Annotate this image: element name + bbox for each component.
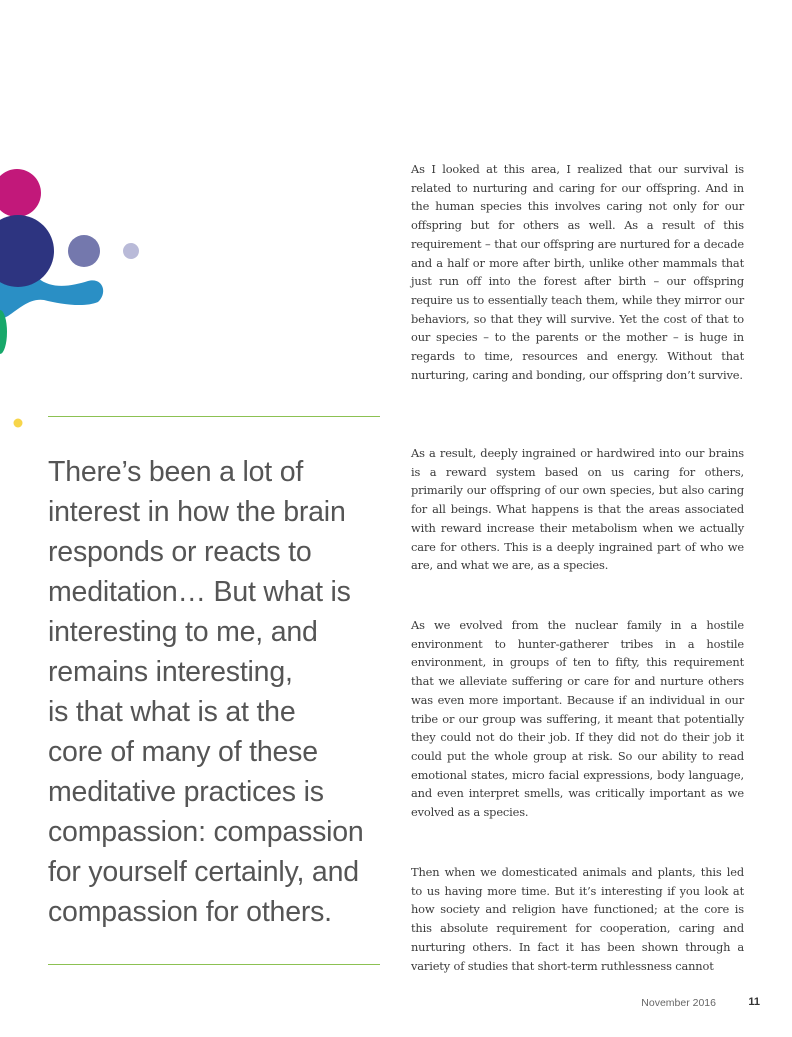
pull-quote-line: responds or reacts to [48, 536, 312, 568]
pull-quote-line: for yourself certainly, and [48, 856, 359, 888]
pull-quote-bottom-rule [48, 964, 380, 965]
yellow-dot [14, 419, 23, 428]
body-paragraph-4: Then when we domesticated animals and plants, this led to us having more time. But it’s interesting if you look at how society and religion have functioned; at the core is this absolute requirement for cooperation, caring and nurturing others. In fact it has been shown through a variety of studies that short-term ruthlessness cannot [411, 865, 744, 973]
pull-quote-line: meditative practices is [48, 776, 324, 808]
light-lavender-bubble [123, 243, 139, 259]
pull-quote-line: compassion: compassion [48, 816, 364, 848]
navy-bubble [0, 215, 54, 287]
pull-quote-top-rule [48, 416, 380, 417]
pull-quote-line: is that what is at the [48, 696, 296, 728]
pull-quote [48, 452, 393, 932]
pull-quote-line: core of many of these [48, 736, 318, 768]
body-paragraph-1: As I looked at this area, I realized that our survival is related to nurturing and caring for our offspring. And in the human species this involves caring not only for our offspring but for others as well. As a result of this requirement – that our offspring are nurtured for a decade and a half or more after birth, unlike other mammals that just run off into the forest after birth – our offspring require us to essentially teach them, while they mirror our behaviors, so that they will survive. Yet the cost of that to our species – to the parents or the mother – is huge in regards to time, resources and energy. Without that nurturing, caring and bonding, our offspring don’t survive. [411, 162, 744, 382]
footer-date: November 2016 [641, 997, 716, 1009]
magenta-bubble [0, 169, 41, 217]
page-number: 11 [748, 996, 760, 1008]
body-paragraph-2: As a result, deeply ingrained or hardwired into our brains is a reward system based on us caring for others, primarily our offspring of our own species, but also caring for all beings. What happens is that the areas associated with reward increase their metabolism when we actually care for others. This is a deeply ingrained part of who we are, and what we are, as a species. [411, 446, 744, 573]
pull-quote-line: meditation… But what is [48, 576, 351, 608]
pull-quote-line: There’s been a lot of [48, 456, 304, 488]
pull-quote-line: interesting to me, and [48, 616, 318, 648]
decorative-bubbles-graphic [0, 150, 160, 450]
pull-quote-line: compassion for others. [48, 896, 332, 928]
pull-quote-line: interest in how the brain [48, 496, 346, 528]
lavender-bubble [68, 235, 100, 267]
pull-quote-text [48, 452, 393, 932]
pull-quote-line: remains interesting, [48, 656, 293, 688]
body-paragraph-3: As we evolved from the nuclear family in a hostile environment to hunter-gatherer tribes in a hostile environment, in groups of ten to fifty, this requirement that we alleviate suffering or care for and nurture others was even more important. Because if an individual in our tribe or our group was suffering, it meant that potentially they could not do their job. If they did not do their job it could put the whole group at risk. So our ability to read emotional states, micro facial expressions, body language, and even interpret smells, was critically important as we evolved as a species. [411, 618, 744, 820]
